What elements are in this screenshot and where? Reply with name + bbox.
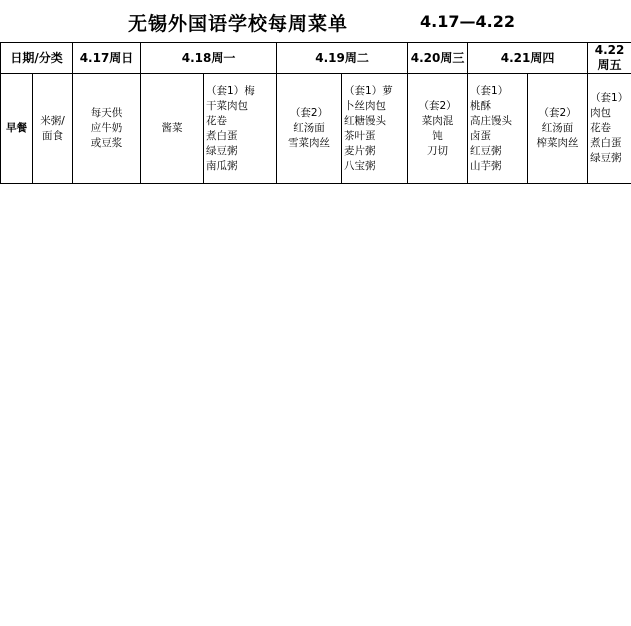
breakfast-wed-set1 (468, 74, 528, 184)
breakfast-wed-set1-line: 高庄馒头 (470, 114, 513, 127)
breakfast-tue-set2 (408, 74, 468, 184)
page-title: 无锡外国语学校每周菜单 (128, 13, 349, 35)
date-range: 4.17—4.22 (420, 12, 515, 31)
breakfast-mon-set1-line: （套1）梅 (206, 84, 255, 97)
breakfast-mon-set1 (204, 74, 277, 184)
header-row (1, 43, 631, 74)
breakfast-tue-set2-line: （套2） (418, 99, 457, 112)
breakfast-tue-set1-line: （套1）萝 (344, 84, 393, 97)
breakfast-tue-set2-line: 刀切 (427, 144, 449, 157)
breakfast-sun-a (73, 74, 141, 184)
breakfast-mon-set1-line: 绿豆粥 (206, 144, 238, 157)
breakfast-tue-set1-line: 麦片粥 (344, 144, 376, 157)
breakfast-thu-set1-line: （套1） (590, 92, 629, 104)
breakfast-mon-set2-line: 雪菜肉丝 (288, 137, 331, 149)
breakfast-category-line: 面食 (42, 129, 63, 142)
breakfast-tue-set1-line: 红糖馒头 (344, 114, 387, 127)
breakfast-label-c1: 早餐 (6, 122, 27, 134)
header-wed: 4.20周三 (408, 43, 468, 74)
breakfast-thu-set1-line: 肉包 (590, 107, 612, 119)
breakfast-thu-set1-line: 煮白蛋 (590, 137, 622, 149)
breakfast-tue-set1-line: 卜丝肉包 (344, 99, 387, 112)
breakfast-wed-set2-line: 榨菜肉丝 (536, 137, 579, 149)
header-thu: 4.21周四 (468, 43, 588, 74)
breakfast-mon-set1-line: 煮白蛋 (206, 129, 238, 142)
breakfast-wed-set1-line: （套1） (470, 84, 509, 97)
breakfast-mon-set1-line: 花卷 (206, 114, 228, 127)
breakfast-thu-set1 (588, 74, 631, 184)
breakfast-row (1, 74, 631, 184)
breakfast-sun-a-line: 应牛奶 (90, 122, 123, 134)
breakfast-sun-b: 酱菜 (141, 74, 204, 184)
header-tue: 4.19周二 (277, 43, 408, 74)
breakfast-mon-set2-line: 红汤面 (293, 122, 325, 134)
breakfast-mon-set1-line: 南瓜粥 (206, 159, 238, 172)
breakfast-wed-set2 (528, 74, 588, 184)
breakfast-tue-set2-line: 饨 (432, 129, 443, 142)
breakfast-wed-set1-line: 桃酥 (470, 99, 492, 112)
breakfast-tue-set1-line: 八宝粥 (344, 159, 376, 172)
menu-table (0, 42, 631, 184)
header-sun: 4.17周日 (73, 43, 141, 74)
breakfast-thu-set1-line: 花卷 (590, 122, 612, 134)
header-fri: 4.22周五 (588, 43, 631, 74)
breakfast-tue-set2-line: 菜肉混 (421, 114, 454, 127)
breakfast-sun-a-line: 或豆浆 (90, 137, 123, 149)
breakfast-mon-set2 (277, 74, 342, 184)
breakfast-wed-set1-line: 红豆粥 (470, 144, 502, 157)
breakfast-wed-set2-line: （套2） (538, 107, 577, 119)
breakfast-tue-set1-line: 茶叶蛋 (344, 129, 376, 142)
breakfast-category (33, 74, 73, 184)
breakfast-thu-set1-line: 绿豆粥 (590, 152, 622, 164)
breakfast-sun-a-line: 每天供 (90, 107, 123, 119)
breakfast-tue-set1 (342, 74, 408, 184)
breakfast-wed-set1-line: 卤蛋 (470, 129, 492, 142)
header-category: 日期/分类 (1, 43, 73, 74)
breakfast-label (1, 74, 33, 184)
breakfast-category-line: 米粥/ (40, 114, 65, 127)
breakfast-wed-set2-line: 红汤面 (541, 122, 574, 134)
breakfast-wed-set1-line: 山芋粥 (470, 159, 502, 172)
breakfast-mon-set1-line: 干菜肉包 (206, 99, 249, 112)
title-bar (0, 0, 631, 42)
breakfast-mon-set2-line: （套2） (289, 107, 329, 119)
header-mon: 4.18周一 (141, 43, 277, 74)
